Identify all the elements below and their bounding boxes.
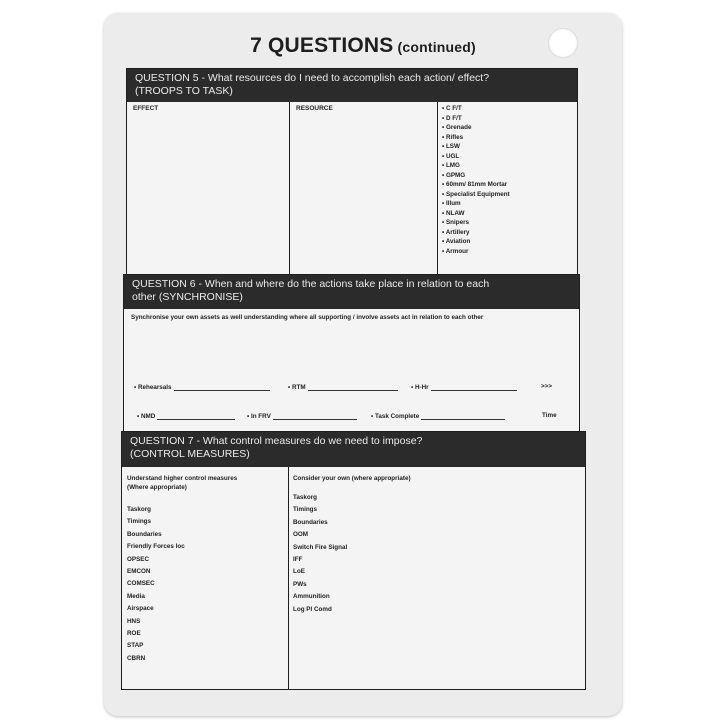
list-item: PWs [293, 580, 307, 588]
time-marker: Time [542, 412, 557, 419]
question-5-line1: QUESTION 5 - What resources do I need to accomplish each action/ effect? [135, 72, 490, 84]
task-complete-field [371, 412, 505, 420]
page-title [104, 34, 622, 58]
list-item: HNS [127, 617, 141, 625]
synchronise-instruction: Synchronise your own assets as well understanding where all supporting / involve assets act in relation to each other [131, 314, 484, 321]
question-7-line1: QUESTION 7 - What control measures do we need to impose? [130, 435, 423, 447]
effect-label: EFFECT [133, 105, 159, 112]
list-item: • Rifles [442, 133, 464, 141]
title-main: 7 QUESTIONS [250, 34, 394, 57]
list-item: Ammunition [293, 593, 330, 601]
list-item: Boundaries [127, 530, 162, 538]
question-7-line2: (CONTROL MEASURES) [130, 448, 250, 460]
list-item: • UGL [442, 152, 460, 160]
question-5-line2: (TROOPS TO TASK) [135, 85, 233, 97]
resource-label: RESOURCE [296, 105, 333, 112]
list-item: • C F/T [442, 105, 462, 112]
in-frv-line[interactable] [273, 412, 357, 420]
question-5-section [126, 68, 578, 276]
own-control-list [293, 492, 347, 616]
question-5-header [127, 69, 577, 102]
list-item: • LMG [442, 162, 460, 169]
question-7-section [121, 431, 586, 690]
question-7-header [122, 432, 585, 467]
task-complete-label: • Task Complete [371, 413, 420, 420]
list-item: • Artillery [442, 228, 470, 236]
list-item: STAP [127, 642, 144, 650]
effect-cell [127, 102, 290, 275]
rehearsals-label: • Rehearsals [134, 384, 172, 391]
list-item: OPSEC [127, 555, 150, 563]
list-item: ROE [127, 630, 141, 638]
list-item: • NLAW [442, 209, 465, 217]
list-item: Airspace [127, 605, 154, 613]
list-item: Friendly Forces loc [127, 543, 185, 551]
h-hr-field [411, 383, 517, 391]
list-item: Media [127, 592, 145, 600]
rehearsals-line[interactable] [174, 383, 270, 391]
list-item: • LSW [442, 143, 460, 150]
list-item: CBRN [127, 654, 146, 662]
list-item: • Snipers [442, 219, 470, 226]
list-item: Boundaries [293, 518, 328, 526]
rehearsals-field [134, 383, 270, 391]
higher-control-heading [127, 474, 237, 492]
task-complete-line[interactable] [421, 412, 505, 420]
higher-control-list [127, 504, 185, 665]
nmd-label: • NMD [137, 413, 156, 420]
rtm-field [288, 383, 398, 391]
own-control-heading: Consider your own (where appropriate) [293, 475, 411, 482]
list-item: Timings [293, 506, 318, 514]
list-item: LoE [293, 568, 305, 576]
list-item: Timings [127, 518, 152, 526]
list-item: • Aviation [442, 238, 471, 245]
list-item: Taskorg [127, 506, 152, 513]
rtm-line[interactable] [308, 383, 398, 391]
nmd-line[interactable] [157, 412, 235, 420]
list-item: IFF [293, 556, 303, 564]
rtm-label: • RTM [288, 384, 306, 391]
arrows-marker: >>> [541, 383, 553, 390]
list-item: EMCON [127, 568, 151, 576]
list-item: • Illum [442, 200, 461, 207]
list-item: Log Pl Comd [293, 605, 332, 613]
in-frv-field [247, 412, 357, 420]
question-6-line1: QUESTION 6 - When and where do the actions take place in relation to each [132, 278, 490, 290]
nmd-field [137, 412, 235, 420]
list-item: COMSEC [127, 580, 155, 588]
h-hr-line[interactable] [431, 383, 517, 391]
list-item: • GPMG [442, 171, 466, 179]
list-item: • Grenade [442, 124, 472, 131]
list-item: Taskorg [293, 494, 318, 501]
resource-cell [290, 102, 438, 275]
higher-control-heading-1: Understand higher control measures [127, 475, 238, 482]
list-item: OOM [293, 531, 309, 539]
question-6-header [124, 275, 579, 309]
list-item: • D F/T [442, 114, 462, 122]
list-item: • 60mm/ 81mm Mortar [442, 181, 508, 188]
in-frv-label: • In FRV [247, 413, 271, 420]
question-6-section [123, 274, 580, 433]
list-item: • Specialist Equipment [442, 190, 510, 198]
title-sub: (continued) [397, 39, 476, 55]
h-hr-label: • H-Hr [411, 384, 429, 391]
higher-control-heading-2: (Where appropriate) [127, 484, 187, 491]
resource-options-list [442, 104, 510, 256]
question-6-line2: other (SYNCHRONISE) [132, 291, 243, 303]
list-item: • Armour [442, 247, 469, 255]
list-item: Switch Fire Signal [293, 543, 348, 551]
